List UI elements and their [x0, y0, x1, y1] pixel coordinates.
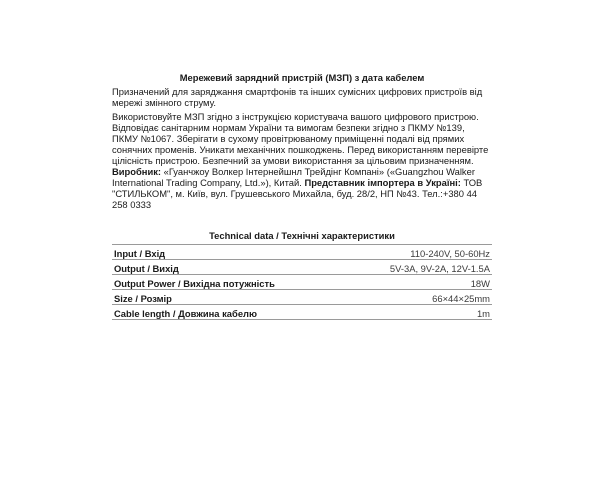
- spec-label: Input / Вхід: [112, 245, 345, 260]
- table-row: [112, 290, 492, 305]
- spec-label: Cable length / Довжина кабелю: [112, 305, 345, 320]
- spec-value: 5V-3A, 9V-2A, 12V-1.5A: [345, 260, 492, 275]
- spec-value: 66×44×25mm: [345, 290, 492, 305]
- manufacturer-text: «Гуанчжоу Волкер Інтернейшнл Трейдінг Компані» («Guangzhou Walker International Trading Company, Ltd.»), Китай.: [112, 166, 475, 188]
- usage-paragraph: Використовуйте МЗП згідно з інструкцією користувача вашого цифрового пристрою. Відповідає санітарним нормам України та вимогам безпеки згідно з ПКМУ №139, ПКМУ №1067. Зберігати в сухому провітрюваному приміщенні подалі від прямих сонячних променів. Уникати механічних пошкоджень. Перед використанням перевірте цілісність пристрою. Безпечний за умови використання за цільовим призначенням.: [112, 111, 489, 166]
- table-row: [112, 245, 492, 260]
- technical-data-title: Technical data / Технічні характеристики: [209, 230, 395, 241]
- manufacturer-label: Виробник:: [112, 166, 162, 177]
- spec-value: 18W: [345, 275, 492, 290]
- spec-value: 1m: [345, 305, 492, 320]
- table-row: [112, 275, 492, 290]
- document-body: [112, 86, 492, 210]
- purpose-paragraph: Призначений для заряджання смартфонів та інших сумісних цифрових пристроїв від мережі змінного струму.: [112, 86, 483, 108]
- spec-label: Size / Розмір: [112, 290, 345, 305]
- importer-label: Представник імпортера в Україні:: [304, 177, 461, 188]
- table-row: [112, 260, 492, 275]
- manufacturer-paragraph: [112, 166, 492, 210]
- technical-data-table: [112, 244, 492, 320]
- product-label-sheet: [112, 72, 492, 320]
- document-title: Мережевий зарядний пристрій (МЗП) з дата кабелем: [179, 72, 425, 83]
- spec-label: Output / Вихід: [112, 260, 345, 275]
- table-row: [112, 305, 492, 320]
- spec-value: 110-240V, 50-60Hz: [345, 245, 492, 260]
- spec-label: Output Power / Вихідна потужність: [112, 275, 345, 290]
- importer-text: ТОВ "СТИЛЬКОМ", м. Київ, вул. Грушевського Михайла, буд. 28/2, НП №43. Тел.:+380 44 258 0333: [112, 177, 483, 210]
